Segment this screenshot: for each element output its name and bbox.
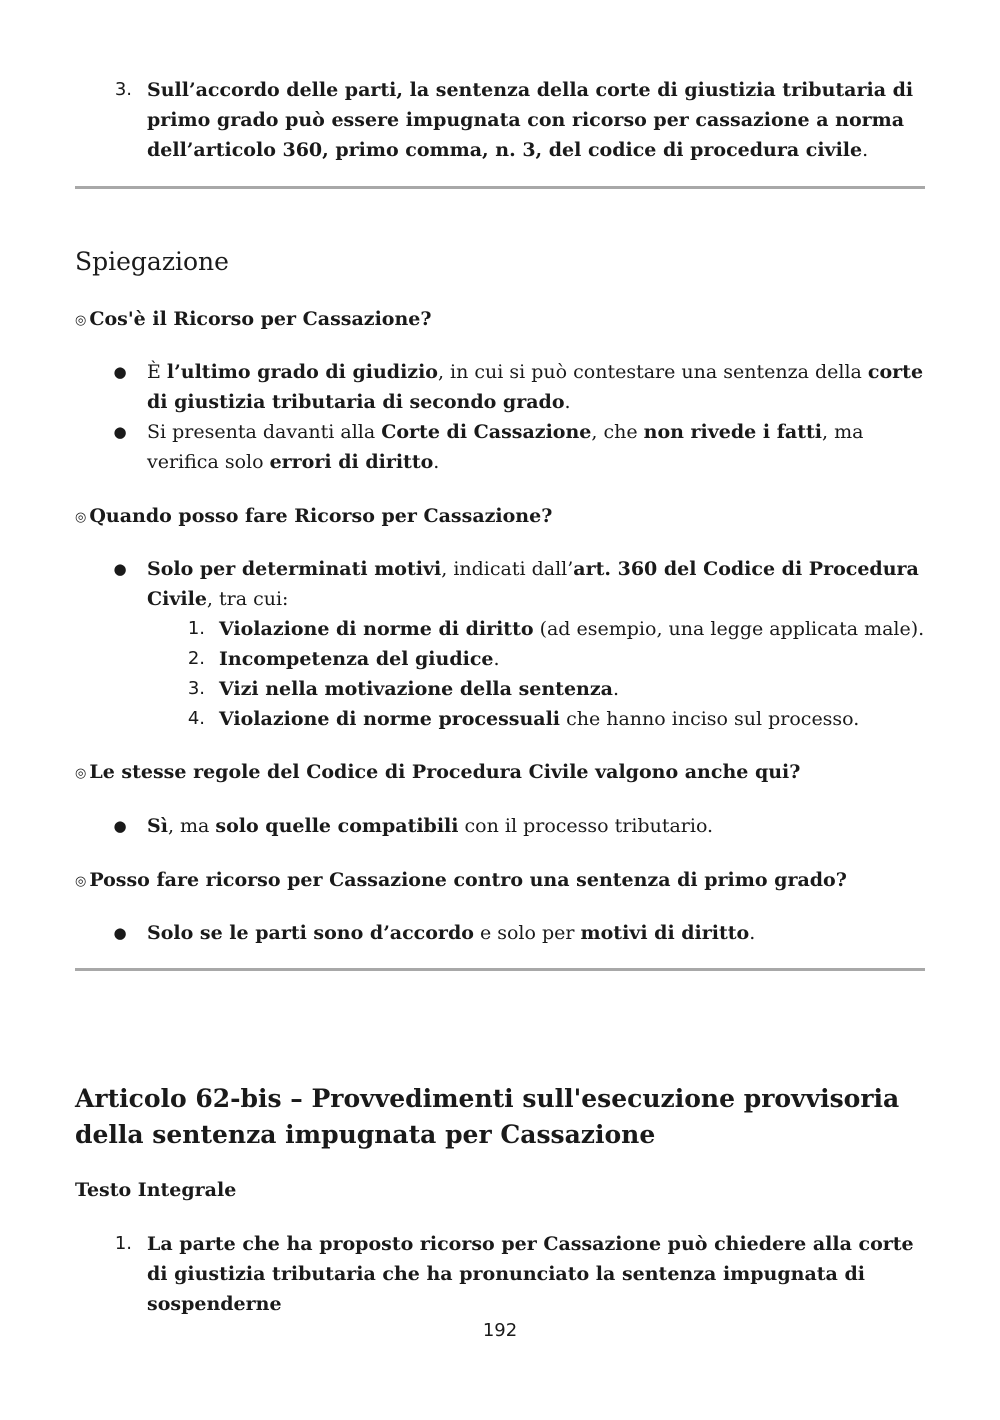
item-text: Sull’accordo delle parti, la sentenza della corte di giustizia tributaria di primo grado può essere impugnata con ricorso per cassazione a norma dell’articolo 360, primo comma, n. 3, del codice di procedura civile: [147, 79, 914, 161]
section-heading: Spiegazione: [75, 247, 229, 276]
divider: [75, 186, 925, 189]
question-heading: ◎ Cos'è il Ricorso per Cassazione?: [75, 305, 925, 335]
sub-list-item: 2. Incompetenza del giudice.: [187, 648, 500, 670]
question-heading: ◎ Le stesse regole del Codice di Procedura Civile valgono anche qui?: [75, 758, 925, 788]
item-number: 1.: [114, 1233, 132, 1254]
sub-list-item: 1. Violazione di norme di diritto (ad esempio, una legge applicata male).: [187, 618, 925, 640]
bullseye-icon: ◎: [75, 313, 87, 328]
bullet-item: ● Sì, ma solo quelle compatibili con il processo tributario.: [110, 811, 925, 841]
bullet-item: ● È l’ultimo grado di giudizio, in cui si può contestare una sentenza della corte di giustizia tributaria di secondo grado.: [110, 357, 925, 417]
bullet-item: ● Solo per determinati motivi, indicati dall’art. 360 del Codice di Procedura Civile, tra cui:: [110, 554, 925, 614]
item-number: 3.: [114, 79, 132, 100]
numbered-item-1: [110, 1229, 925, 1319]
article-title: Articolo 62-bis – Provvedimenti sull'esecuzione provvisoria della sentenza impugnata per Cassazione: [75, 1084, 900, 1149]
page-number: 192: [482, 1320, 518, 1341]
bullseye-icon: ◎: [75, 510, 87, 525]
bullet-icon: ●: [113, 560, 127, 578]
question-heading: ◎ Posso fare ricorso per Cassazione contro una sentenza di primo grado?: [75, 866, 925, 896]
bullet-item: ● Si presenta davanti alla Corte di Cassazione, che non rivede i fatti, ma verifica solo errori di diritto.: [110, 417, 925, 477]
question-heading: ◎ Quando posso fare Ricorso per Cassazione?: [75, 502, 925, 532]
bullet-icon: ●: [113, 924, 127, 942]
bullseye-icon: ◎: [75, 874, 87, 889]
item-text: La parte che ha proposto ricorso per Cassazione può chiedere alla corte di giustizia tributaria che ha pronunciato la sentenza impugnata di sospenderne: [147, 1233, 914, 1315]
sub-list-item: 3. Vizi nella motivazione della sentenza.: [187, 678, 619, 700]
bullseye-icon: ◎: [75, 766, 87, 781]
bullet-item: ● Solo se le parti sono d’accordo e solo per motivi di diritto.: [110, 918, 925, 948]
sub-list-item: 4. Violazione di norme processuali che hanno inciso sul processo.: [187, 708, 860, 730]
document-page: [75, 0, 925, 1420]
bullet-icon: ●: [113, 363, 127, 381]
bullet-icon: ●: [113, 817, 127, 835]
divider: [75, 968, 925, 971]
bullet-icon: ●: [113, 423, 127, 441]
numbered-item-3: 3. Sull’accordo delle parti, la sentenza della corte di giustizia tributaria di primo grado può essere impugnata con ricorso per cassazione a norma dell’articolo 360, primo comma, n. 3, del codice di procedura civile.: [110, 75, 925, 165]
subheading: Testo Integrale: [75, 1179, 237, 1201]
